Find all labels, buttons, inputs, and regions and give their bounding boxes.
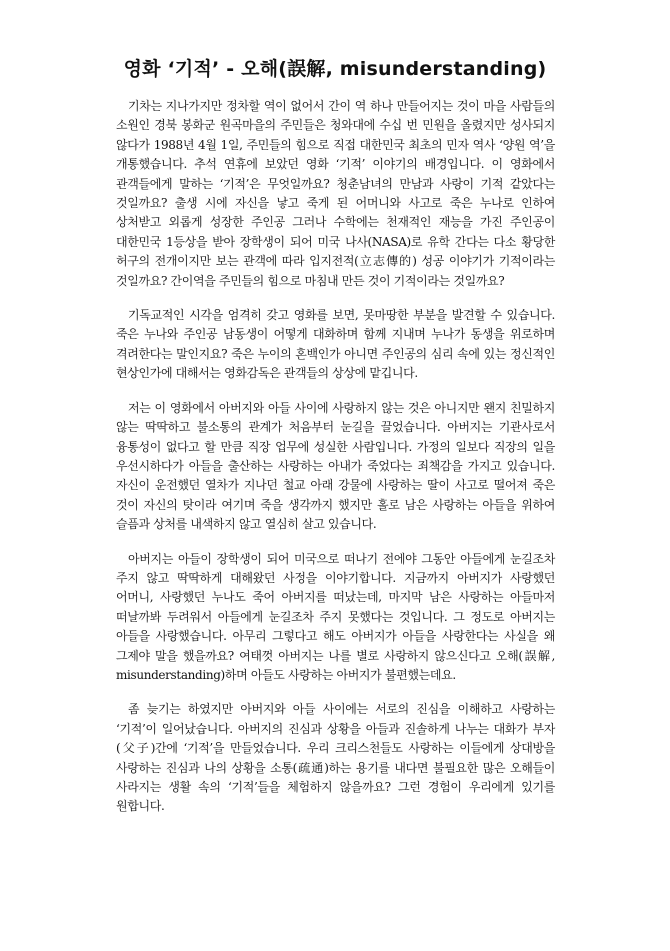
document-title: 영화 ‘기적’ - 오해(誤解, misunderstanding)	[123, 58, 547, 80]
article-body	[116, 97, 555, 832]
paragraph-2: 기독교적인 시각을 엄격히 갖고 영화를 보면, 못마땅한 부분을 발견할 수 있습니다. 죽은 누나와 주인공 남동생이 어떻게 대화하며 함께 지내며 누나가 동생을 위로하며 격려한다는 말인지요? 죽은 누이의 혼백인가 아니면 주인공의 심리 속에 있는 정신적인 현상인가에 대해서는 영화감독은 관객들의 상상에 맡깁니다.	[116, 308, 555, 381]
paragraph-4: 아버지는 아들이 장학생이 되어 미국으로 떠나기 전에야 그동안 아들에게 눈길조차 주지 않고 딱딱하게 대해왔던 사정을 이야기합니다. 지금까지 아버지가 사랑했던 어머니, 사랑했던 누나도 죽어 아버지를 떠났는데, 마지막 남은 사랑하는 아들마저 떠날까봐 두려워서 아들에게 눈길조차 주지 못했다는 것입니다. 그 정도로 아버지는 아들을 사랑했습니다. 아무리 그렇다고 해도 아버지가 아들을 사랑한다는 사실을 왜 그제야 말을 했을까요? 여태껏 아버지는 나를 별로 사랑하지 않으신다고 오해(誤解, misunderstanding)하며 아들도 사랑하는 아버지가 불편했는데요.	[116, 551, 555, 682]
paragraph-3: 저는 이 영화에서 아버지와 아들 사이에 사랑하지 않는 것은 아니지만 왠지 친밀하지 않는 딱딱하고 불소통의 관계가 처음부터 눈길을 끌었습니다. 아버지는 기관사로서 융통성이 없다고 할 만큼 직장 업무에 성실한 사람입니다. 가정의 일보다 직장의 일을 우선시하다가 아들을 출산하는 사랑하는 아내가 죽었다는 죄책감을 가지고 있습니다. 자신이 운전했던 열차가 지나던 철교 아래 강물에 사랑하는 딸이 사고로 떨어져 죽은 것이 자신의 탓이라 여기며 죽을 생각까지 했지만 홀로 남은 사랑하는 아들을 위하여 슬픔과 상처를 내색하지 않고 열심히 살고 있습니다.	[116, 400, 555, 532]
paragraph-5: 좀 늦기는 하였지만 아버지와 아들 사이에는 서로의 진심을 이해하고 사랑하는 ‘기적’이 일어났습니다. 아버지의 진심과 상황을 아들과 진솔하게 나누는 대화가 부자(父子)간에 ‘기적’을 만들었습니다. 우리 크리스천들도 사랑하는 이들에게 상대방을 사랑하는 진심과 나의 상황을 소통(疏通)하는 용기를 내다면 불필요한 많은 오해들이 사라지는 생활 속의 ‘기적’들을 체험하지 않을까요? 그런 경험이 우리에게 있기를 원합니다.	[116, 702, 555, 814]
paragraph-1: 기차는 지나가지만 정차할 역이 없어서 간이 역 하나 만들어지는 것이 마을 사람들의 소원인 경북 봉화군 원곡마을의 주민들은 청와대에 수십 번 민원을 올렸지만 성사되지 않다가 1988년 4월 1일, 주민들의 힘으로 직접 대한민국 최초의 민자 역사 ‘양원 역’을 개통했습니다. 추석 연휴에 보았던 영화 ‘기적’ 이야기의 배경입니다. 이 영화에서 관객들에게 말하는 ‘기적’은 무엇일까요? 청춘남녀의 만남과 사랑이 기적 같았다는 것일까요? 출생 시에 자신을 낳고 죽게 된 어머니와 사고로 죽은 누나로 인하여 상처받고 외롭게 성장한 주인공 그러나 수학에는 천재적인 재능을 가진 주인공이 대한민국 1등상을 받아 장학생이 되어 미국 나사(NASA)로 유학 간다는 다소 황당한 허구의 전개이지만 보는 관객에 따라 입지전적(立志傳的) 성공 이야기가 기적이라는 것일까요? 간이역을 주민들의 힘으로 마침내 만든 것이 기적이라는 것일까요?	[116, 99, 555, 288]
